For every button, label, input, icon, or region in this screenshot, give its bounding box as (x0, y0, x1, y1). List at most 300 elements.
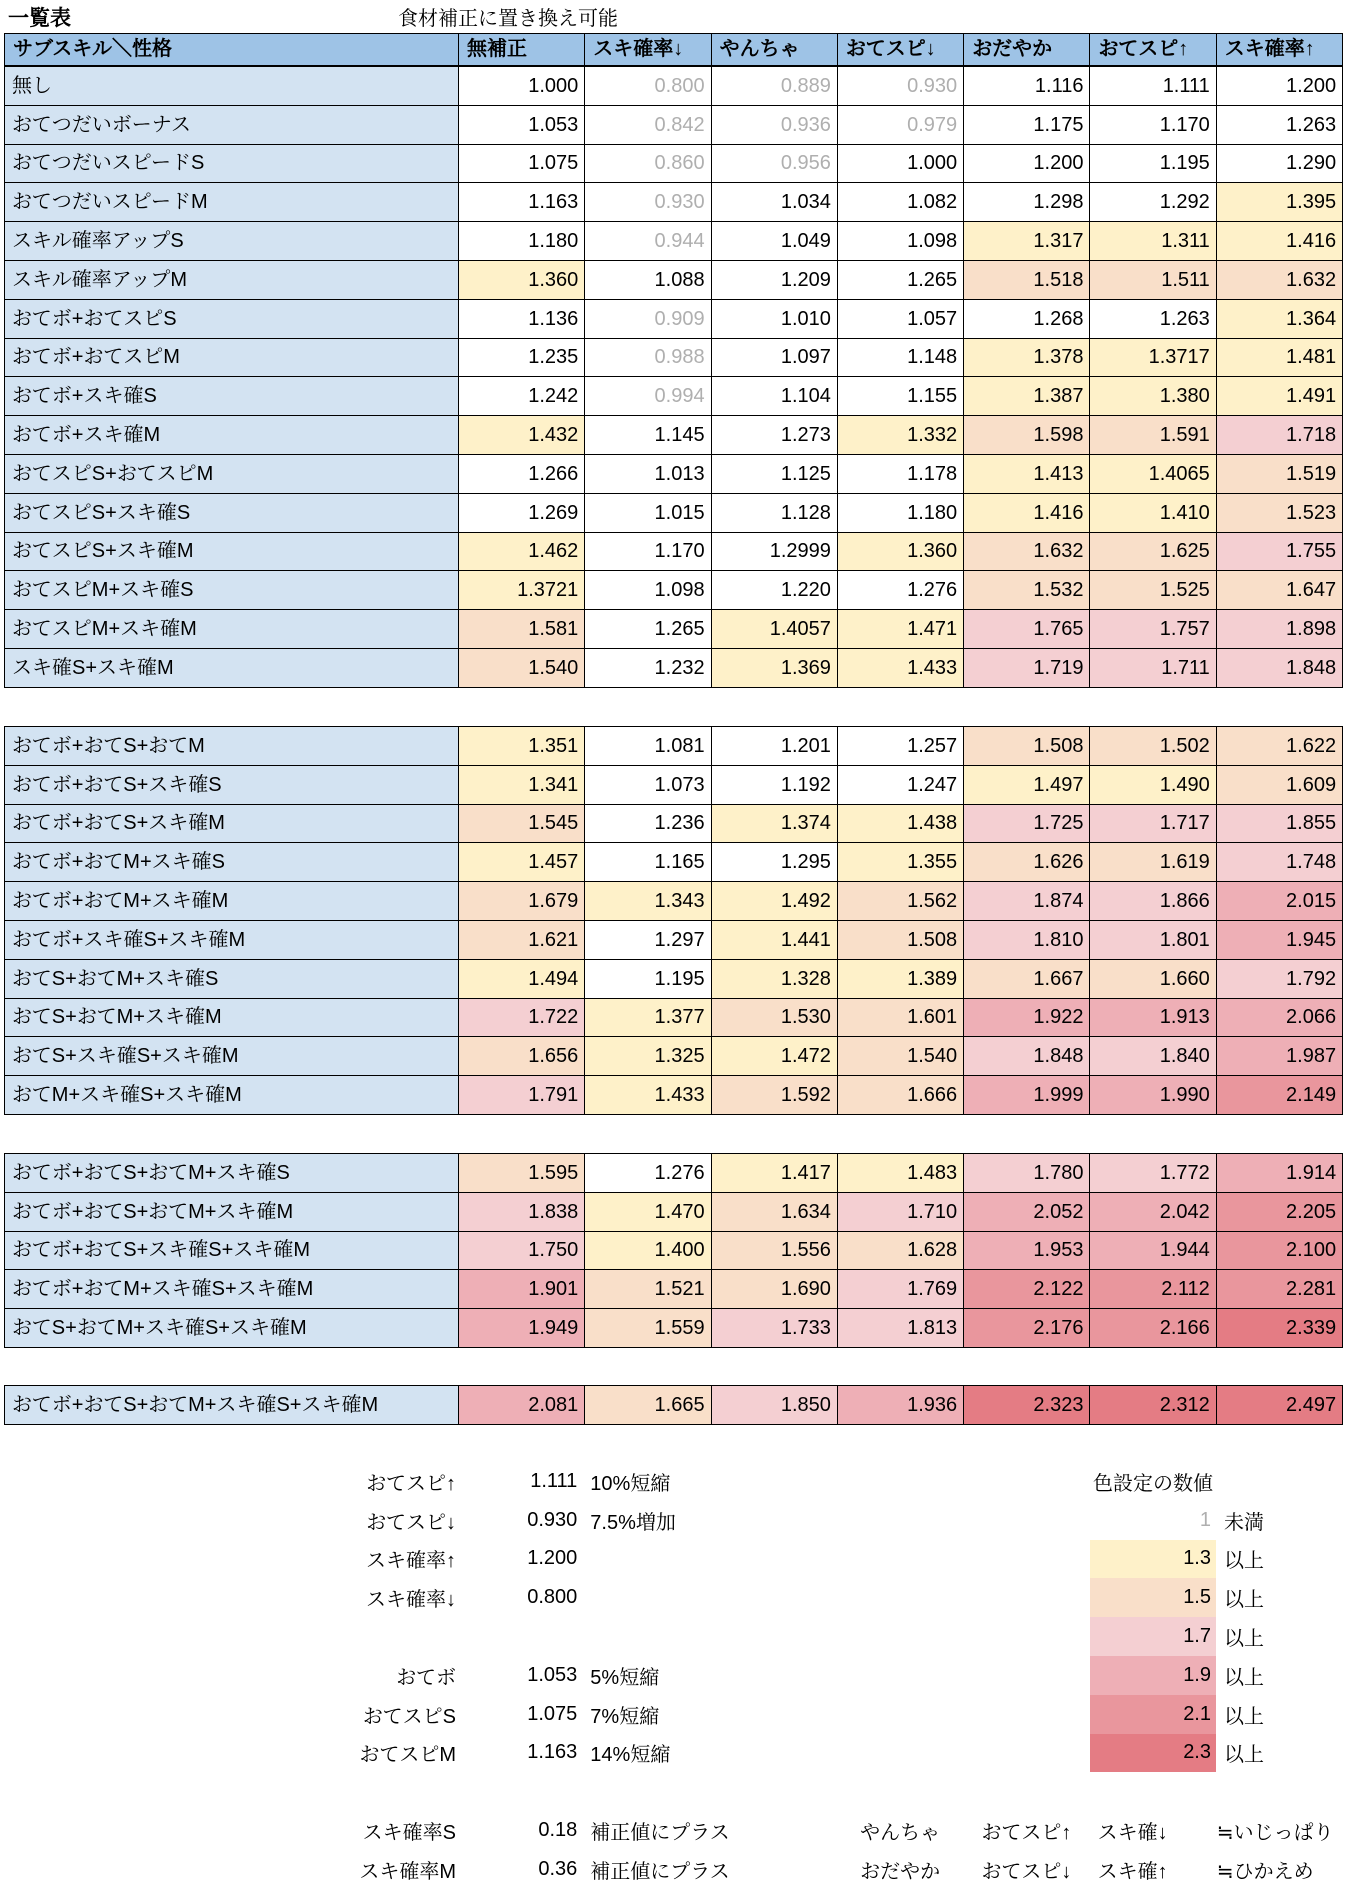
row-label[interactable]: おてつだいスピードS (5, 145, 459, 184)
value-cell[interactable]: 1.987 (1217, 1037, 1343, 1076)
value-cell[interactable]: 1.416 (1217, 222, 1343, 261)
value-cell[interactable]: 1.098 (585, 571, 711, 610)
value-cell[interactable]: 1.148 (838, 339, 964, 378)
multiplier-label[interactable]: おてスピ↓ (366, 1511, 456, 1534)
multiplier-desc[interactable]: 14%短縮 (590, 1744, 671, 1767)
value-cell[interactable]: 1.656 (459, 1037, 585, 1076)
value-cell[interactable]: 1.4057 (712, 610, 838, 649)
value-cell[interactable]: 1.457 (459, 843, 585, 882)
value-cell[interactable]: 1.679 (459, 882, 585, 921)
value-cell[interactable]: 1.178 (838, 455, 964, 494)
row-label[interactable]: おてボ+スキ確S+スキ確M (5, 921, 459, 960)
value-cell[interactable]: 1.625 (1090, 533, 1216, 572)
col-header[interactable]: スキ確率↑ (1217, 34, 1343, 66)
value-cell[interactable]: 1.874 (964, 882, 1090, 921)
value-cell[interactable]: 1.400 (585, 1232, 711, 1271)
value-cell[interactable]: 2.042 (1090, 1193, 1216, 1232)
multiplier-value[interactable]: 1.075 (527, 1702, 578, 1725)
value-cell[interactable]: 1.232 (585, 649, 711, 688)
value-cell[interactable]: 1.848 (964, 1037, 1090, 1076)
value-cell[interactable]: 2.312 (1090, 1386, 1216, 1425)
value-cell[interactable]: 1.595 (459, 1154, 585, 1193)
value-cell[interactable]: 1.265 (838, 261, 964, 300)
value-cell[interactable]: 1.3721 (459, 571, 585, 610)
value-cell[interactable]: 1.502 (1090, 727, 1216, 766)
value-cell[interactable]: 1.201 (712, 727, 838, 766)
value-cell[interactable]: 1.848 (1217, 649, 1343, 688)
value-cell[interactable]: 1.013 (585, 455, 711, 494)
value-cell[interactable]: 1.053 (459, 106, 585, 145)
value-cell[interactable]: 1.128 (712, 494, 838, 533)
value-cell[interactable]: 1.273 (712, 416, 838, 455)
value-cell[interactable]: 0.889 (712, 67, 838, 106)
value-cell[interactable]: 2.122 (964, 1270, 1090, 1309)
value-cell[interactable]: 1.265 (585, 610, 711, 649)
value-cell[interactable]: 1.722 (459, 999, 585, 1038)
value-cell[interactable]: 1.015 (585, 494, 711, 533)
value-cell[interactable]: 1.155 (838, 377, 964, 416)
value-cell[interactable]: 1.374 (712, 805, 838, 844)
value-cell[interactable]: 1.866 (1090, 882, 1216, 921)
row-label[interactable]: おてスピS+スキ確S (5, 494, 459, 533)
value-cell[interactable]: 1.416 (964, 494, 1090, 533)
multiplier-value[interactable]: 0.36 (538, 1857, 578, 1880)
row-label[interactable]: おてスピS+スキ確M (5, 533, 459, 572)
value-cell[interactable]: 1.125 (712, 455, 838, 494)
row-label[interactable]: おてボ+おてS+スキ確M (5, 805, 459, 844)
page-title[interactable]: 一覧表 (8, 6, 71, 30)
value-cell[interactable]: 1.521 (585, 1270, 711, 1309)
value-cell[interactable]: 1.360 (459, 261, 585, 300)
value-cell[interactable]: 1.545 (459, 805, 585, 844)
value-cell[interactable]: 1.432 (459, 416, 585, 455)
value-cell[interactable]: 1.523 (1217, 494, 1343, 533)
row-label[interactable]: おてボ+スキ確M (5, 416, 459, 455)
value-cell[interactable]: 1.690 (712, 1270, 838, 1309)
value-cell[interactable]: 1.195 (1090, 145, 1216, 184)
value-cell[interactable]: 1.195 (585, 960, 711, 999)
value-cell[interactable]: 1.990 (1090, 1076, 1216, 1115)
row-label[interactable]: おてボ+スキ確S (5, 377, 459, 416)
row-label[interactable]: おてスピM+スキ確S (5, 571, 459, 610)
value-cell[interactable]: 1.562 (838, 882, 964, 921)
value-cell[interactable]: 1.200 (964, 145, 1090, 184)
value-cell[interactable]: 1.417 (712, 1154, 838, 1193)
value-cell[interactable]: 1.945 (1217, 921, 1343, 960)
corner-header[interactable]: サブスキル＼性格 (5, 34, 459, 66)
value-cell[interactable]: 1.081 (585, 727, 711, 766)
value-cell[interactable]: 1.666 (838, 1076, 964, 1115)
value-cell[interactable]: 1.328 (712, 960, 838, 999)
multiplier-value[interactable]: 0.930 (527, 1508, 578, 1531)
value-cell[interactable]: 1.268 (964, 300, 1090, 339)
value-cell[interactable]: 1.791 (459, 1076, 585, 1115)
scale-swatch[interactable] (1090, 1540, 1216, 1579)
value-cell[interactable]: 1.855 (1217, 805, 1343, 844)
value-cell[interactable]: 1.769 (838, 1270, 964, 1309)
value-cell[interactable]: 1.010 (712, 300, 838, 339)
value-cell[interactable]: 1.378 (964, 339, 1090, 378)
value-cell[interactable]: 1.540 (459, 649, 585, 688)
value-cell[interactable]: 1.609 (1217, 766, 1343, 805)
value-cell[interactable]: 1.632 (1217, 261, 1343, 300)
row-label[interactable]: おてボ+おてスピS (5, 300, 459, 339)
value-cell[interactable]: 1.380 (1090, 377, 1216, 416)
value-cell[interactable]: 1.953 (964, 1232, 1090, 1271)
multiplier-desc[interactable]: 補正値にプラス (590, 1822, 730, 1845)
value-cell[interactable]: 1.710 (838, 1193, 964, 1232)
value-cell[interactable]: 1.295 (712, 843, 838, 882)
value-cell[interactable]: 1.441 (712, 921, 838, 960)
value-cell[interactable]: 1.667 (964, 960, 1090, 999)
value-cell[interactable]: 1.000 (459, 67, 585, 106)
value-cell[interactable]: 1.325 (585, 1037, 711, 1076)
multiplier-value[interactable]: 1.200 (527, 1547, 578, 1570)
value-cell[interactable]: 0.909 (585, 300, 711, 339)
value-cell[interactable]: 1.511 (1090, 261, 1216, 300)
value-cell[interactable]: 1.438 (838, 805, 964, 844)
value-cell[interactable]: 1.220 (712, 571, 838, 610)
value-cell[interactable]: 1.290 (1217, 145, 1343, 184)
value-cell[interactable]: 2.066 (1217, 999, 1343, 1038)
multiplier-desc[interactable]: 10%短縮 (590, 1472, 671, 1495)
scale-swatch[interactable] (1090, 1501, 1216, 1540)
value-cell[interactable]: 0.930 (585, 183, 711, 222)
value-cell[interactable]: 1.298 (964, 183, 1090, 222)
value-cell[interactable]: 1.073 (585, 766, 711, 805)
value-cell[interactable]: 1.111 (1090, 67, 1216, 106)
value-cell[interactable]: 2.176 (964, 1309, 1090, 1348)
row-label[interactable]: おてボ+おてS+おてM (5, 727, 459, 766)
multiplier-label[interactable]: おてスピM (359, 1744, 456, 1767)
value-cell[interactable]: 1.525 (1090, 571, 1216, 610)
value-cell[interactable]: 2.166 (1090, 1309, 1216, 1348)
value-cell[interactable]: 1.364 (1217, 300, 1343, 339)
value-cell[interactable]: 1.530 (712, 999, 838, 1038)
row-label[interactable]: おてスピM+スキ確M (5, 610, 459, 649)
row-label[interactable]: 無し (5, 67, 459, 106)
multiplier-label[interactable]: おてボ (396, 1666, 456, 1689)
multiplier-value[interactable]: 1.163 (527, 1741, 578, 1764)
value-cell[interactable]: 1.292 (1090, 183, 1216, 222)
value-cell[interactable]: 1.519 (1217, 455, 1343, 494)
value-cell[interactable]: 1.922 (964, 999, 1090, 1038)
value-cell[interactable]: 1.481 (1217, 339, 1343, 378)
value-cell[interactable]: 1.098 (838, 222, 964, 261)
multiplier-label[interactable]: スキ確率↑ (366, 1550, 456, 1573)
row-label[interactable]: おてS+おてM+スキ確S+スキ確M (5, 1309, 459, 1348)
value-cell[interactable]: 2.112 (1090, 1270, 1216, 1309)
value-cell[interactable]: 1.944 (1090, 1232, 1216, 1271)
color-legend-title[interactable]: 色設定の数値 (1093, 1472, 1213, 1495)
value-cell[interactable]: 0.930 (838, 67, 964, 106)
row-label[interactable]: おてボ+おてS+おてM+スキ確M (5, 1193, 459, 1232)
multiplier-desc[interactable]: 補正値にプラス (590, 1860, 730, 1883)
value-cell[interactable]: 1.540 (838, 1037, 964, 1076)
value-cell[interactable]: 1.483 (838, 1154, 964, 1193)
value-cell[interactable]: 1.088 (585, 261, 711, 300)
value-cell[interactable]: 1.104 (712, 377, 838, 416)
multiplier-desc[interactable]: 5%短縮 (590, 1666, 660, 1689)
value-cell[interactable]: 1.901 (459, 1270, 585, 1309)
value-cell[interactable]: 1.395 (1217, 183, 1343, 222)
scale-swatch[interactable] (1090, 1617, 1216, 1656)
value-cell[interactable]: 1.840 (1090, 1037, 1216, 1076)
value-cell[interactable]: 1.780 (964, 1154, 1090, 1193)
value-cell[interactable]: 1.034 (712, 183, 838, 222)
row-label[interactable]: おてボ+おてS+おてM+スキ確S (5, 1154, 459, 1193)
value-cell[interactable]: 1.462 (459, 533, 585, 572)
multiplier-value[interactable]: 0.18 (538, 1819, 578, 1842)
multiplier-value[interactable]: 0.800 (527, 1586, 578, 1609)
value-cell[interactable]: 1.057 (838, 300, 964, 339)
col-header[interactable]: おてスピ↓ (838, 34, 964, 66)
col-header[interactable]: おてスピ↑ (1090, 34, 1216, 66)
value-cell[interactable]: 1.413 (964, 455, 1090, 494)
row-label[interactable]: おてボ+おてM+スキ確S (5, 843, 459, 882)
value-cell[interactable]: 1.626 (964, 843, 1090, 882)
value-cell[interactable]: 1.410 (1090, 494, 1216, 533)
value-cell[interactable]: 1.297 (585, 921, 711, 960)
value-cell[interactable]: 1.619 (1090, 843, 1216, 882)
value-cell[interactable]: 2.323 (964, 1386, 1090, 1425)
scale-swatch[interactable] (1090, 1656, 1216, 1695)
row-label[interactable]: おてS+おてM+スキ確S (5, 960, 459, 999)
value-cell[interactable]: 1.508 (838, 921, 964, 960)
value-cell[interactable]: 1.180 (459, 222, 585, 261)
value-cell[interactable]: 1.276 (585, 1154, 711, 1193)
value-cell[interactable]: 1.236 (585, 805, 711, 844)
multiplier-desc[interactable]: 7.5%増加 (590, 1511, 676, 1534)
multiplier-value[interactable]: 1.111 (530, 1469, 578, 1492)
value-cell[interactable]: 0.800 (585, 67, 711, 106)
value-cell[interactable]: 1.192 (712, 766, 838, 805)
value-cell[interactable]: 1.341 (459, 766, 585, 805)
value-cell[interactable]: 1.792 (1217, 960, 1343, 999)
value-cell[interactable]: 1.949 (459, 1309, 585, 1348)
col-header[interactable]: スキ確率↓ (585, 34, 711, 66)
value-cell[interactable]: 1.559 (585, 1309, 711, 1348)
value-cell[interactable]: 1.647 (1217, 571, 1343, 610)
row-label[interactable]: おてボ+おてS+スキ確S+スキ確M (5, 1232, 459, 1271)
top-note[interactable]: 食材補正に置き換え可能 (398, 8, 618, 30)
value-cell[interactable]: 1.622 (1217, 727, 1343, 766)
value-cell[interactable]: 1.343 (585, 882, 711, 921)
value-cell[interactable]: 1.317 (964, 222, 1090, 261)
scale-swatch[interactable] (1090, 1578, 1216, 1617)
value-cell[interactable]: 1.601 (838, 999, 964, 1038)
value-cell[interactable]: 1.049 (712, 222, 838, 261)
value-cell[interactable]: 1.772 (1090, 1154, 1216, 1193)
value-cell[interactable]: 1.200 (1217, 67, 1343, 106)
value-cell[interactable]: 2.205 (1217, 1193, 1343, 1232)
value-cell[interactable]: 1.170 (585, 533, 711, 572)
value-cell[interactable]: 1.718 (1217, 416, 1343, 455)
row-label[interactable]: おてボ+おてスピM (5, 339, 459, 378)
value-cell[interactable]: 1.581 (459, 610, 585, 649)
row-label[interactable]: おてS+スキ確S+スキ確M (5, 1037, 459, 1076)
value-cell[interactable]: 1.508 (964, 727, 1090, 766)
value-cell[interactable]: 1.492 (712, 882, 838, 921)
value-cell[interactable]: 2.497 (1217, 1386, 1343, 1425)
value-cell[interactable]: 1.711 (1090, 649, 1216, 688)
value-cell[interactable]: 2.052 (964, 1193, 1090, 1232)
value-cell[interactable]: 1.490 (1090, 766, 1216, 805)
value-cell[interactable]: 0.842 (585, 106, 711, 145)
value-cell[interactable]: 1.355 (838, 843, 964, 882)
value-cell[interactable]: 0.860 (585, 145, 711, 184)
col-header[interactable]: 無補正 (459, 34, 585, 66)
value-cell[interactable]: 1.165 (585, 843, 711, 882)
value-cell[interactable]: 1.332 (838, 416, 964, 455)
value-cell[interactable]: 1.801 (1090, 921, 1216, 960)
row-label[interactable]: おてボ+おてM+スキ確M (5, 882, 459, 921)
value-cell[interactable]: 1.755 (1217, 533, 1343, 572)
value-cell[interactable]: 1.257 (838, 727, 964, 766)
row-label[interactable]: おてスピS+おてスピM (5, 455, 459, 494)
value-cell[interactable]: 1.116 (964, 67, 1090, 106)
value-cell[interactable]: 1.632 (964, 533, 1090, 572)
value-cell[interactable]: 1.719 (964, 649, 1090, 688)
value-cell[interactable]: 1.311 (1090, 222, 1216, 261)
value-cell[interactable]: 1.170 (1090, 106, 1216, 145)
row-label[interactable]: スキル確率アップM (5, 261, 459, 300)
row-label[interactable]: おてボ+おてS+スキ確S (5, 766, 459, 805)
value-cell[interactable]: 1.660 (1090, 960, 1216, 999)
value-cell[interactable]: 1.757 (1090, 610, 1216, 649)
multiplier-value[interactable]: 1.053 (527, 1663, 578, 1686)
value-cell[interactable]: 1.175 (964, 106, 1090, 145)
value-cell[interactable]: 1.725 (964, 805, 1090, 844)
row-label[interactable]: おてつだいボーナス (5, 106, 459, 145)
value-cell[interactable]: 1.491 (1217, 377, 1343, 416)
value-cell[interactable]: 1.497 (964, 766, 1090, 805)
value-cell[interactable]: 1.765 (964, 610, 1090, 649)
multiplier-label[interactable]: おてスピ↑ (366, 1472, 456, 1495)
multiplier-desc[interactable]: 7%短縮 (590, 1705, 660, 1728)
value-cell[interactable]: 1.075 (459, 145, 585, 184)
row-label[interactable]: スキル確率アップS (5, 222, 459, 261)
value-cell[interactable]: 1.598 (964, 416, 1090, 455)
value-cell[interactable]: 1.838 (459, 1193, 585, 1232)
value-cell[interactable]: 1.097 (712, 339, 838, 378)
value-cell[interactable]: 1.263 (1217, 106, 1343, 145)
value-cell[interactable]: 1.518 (964, 261, 1090, 300)
value-cell[interactable]: 1.369 (712, 649, 838, 688)
value-cell[interactable]: 1.163 (459, 183, 585, 222)
value-cell[interactable]: 1.433 (585, 1076, 711, 1115)
value-cell[interactable]: 1.748 (1217, 843, 1343, 882)
value-cell[interactable]: 0.936 (712, 106, 838, 145)
value-cell[interactable]: 2.100 (1217, 1232, 1343, 1271)
value-cell[interactable]: 1.532 (964, 571, 1090, 610)
value-cell[interactable]: 0.994 (585, 377, 711, 416)
value-cell[interactable]: 1.914 (1217, 1154, 1343, 1193)
multiplier-label[interactable]: スキ確率↓ (366, 1589, 456, 1612)
value-cell[interactable]: 2.281 (1217, 1270, 1343, 1309)
value-cell[interactable]: 1.082 (838, 183, 964, 222)
value-cell[interactable]: 1.2999 (712, 533, 838, 572)
value-cell[interactable]: 1.389 (838, 960, 964, 999)
value-cell[interactable]: 1.592 (712, 1076, 838, 1115)
value-cell[interactable]: 1.209 (712, 261, 838, 300)
value-cell[interactable]: 0.988 (585, 339, 711, 378)
scale-swatch[interactable] (1090, 1695, 1216, 1734)
value-cell[interactable]: 1.634 (712, 1193, 838, 1232)
value-cell[interactable]: 1.387 (964, 377, 1090, 416)
value-cell[interactable]: 0.956 (712, 145, 838, 184)
value-cell[interactable]: 1.269 (459, 494, 585, 533)
value-cell[interactable]: 1.936 (838, 1386, 964, 1425)
scale-swatch[interactable] (1090, 1734, 1216, 1773)
value-cell[interactable]: 1.351 (459, 727, 585, 766)
value-cell[interactable]: 1.750 (459, 1232, 585, 1271)
value-cell[interactable]: 1.433 (838, 649, 964, 688)
multiplier-label[interactable]: おてスピS (362, 1705, 456, 1728)
value-cell[interactable]: 1.913 (1090, 999, 1216, 1038)
value-cell[interactable]: 1.360 (838, 533, 964, 572)
col-header[interactable]: おだやか (964, 34, 1090, 66)
value-cell[interactable]: 1.999 (964, 1076, 1090, 1115)
value-cell[interactable]: 1.591 (1090, 416, 1216, 455)
value-cell[interactable]: 1.266 (459, 455, 585, 494)
value-cell[interactable]: 1.276 (838, 571, 964, 610)
value-cell[interactable]: 1.850 (712, 1386, 838, 1425)
value-cell[interactable]: 1.263 (1090, 300, 1216, 339)
value-cell[interactable]: 1.717 (1090, 805, 1216, 844)
row-label[interactable]: スキ確S+スキ確M (5, 649, 459, 688)
value-cell[interactable]: 0.944 (585, 222, 711, 261)
value-cell[interactable]: 1.3717 (1090, 339, 1216, 378)
value-cell[interactable]: 1.810 (964, 921, 1090, 960)
value-cell[interactable]: 1.471 (838, 610, 964, 649)
value-cell[interactable]: 1.145 (585, 416, 711, 455)
value-cell[interactable]: 1.180 (838, 494, 964, 533)
value-cell[interactable]: 2.149 (1217, 1076, 1343, 1115)
value-cell[interactable]: 2.339 (1217, 1309, 1343, 1348)
col-header[interactable]: やんちゃ (712, 34, 838, 66)
value-cell[interactable]: 0.979 (838, 106, 964, 145)
row-label[interactable]: おてボ+おてM+スキ確S+スキ確M (5, 1270, 459, 1309)
multiplier-label[interactable]: スキ確率M (359, 1860, 456, 1883)
value-cell[interactable]: 1.235 (459, 339, 585, 378)
value-cell[interactable]: 2.081 (459, 1386, 585, 1425)
row-label[interactable]: おてS+おてM+スキ確M (5, 999, 459, 1038)
value-cell[interactable]: 1.733 (712, 1309, 838, 1348)
value-cell[interactable]: 1.665 (585, 1386, 711, 1425)
row-label[interactable]: おてM+スキ確S+スキ確M (5, 1076, 459, 1115)
value-cell[interactable]: 1.377 (585, 999, 711, 1038)
scale-value: 2.1 (1183, 1702, 1211, 1725)
value-cell[interactable]: 1.4065 (1090, 455, 1216, 494)
row-label[interactable]: おてボ+おてS+おてM+スキ確S+スキ確M (5, 1386, 459, 1425)
value-cell[interactable]: 1.556 (712, 1232, 838, 1271)
multiplier-label[interactable]: スキ確率S (362, 1822, 456, 1845)
value-cell[interactable]: 1.470 (585, 1193, 711, 1232)
value-cell[interactable]: 1.813 (838, 1309, 964, 1348)
value-cell[interactable]: 1.247 (838, 766, 964, 805)
row-label[interactable]: おてつだいスピードM (5, 183, 459, 222)
value-cell[interactable]: 1.494 (459, 960, 585, 999)
value-cell[interactable]: 1.472 (712, 1037, 838, 1076)
value-cell[interactable]: 1.628 (838, 1232, 964, 1271)
value-cell[interactable]: 1.000 (838, 145, 964, 184)
value-cell[interactable]: 1.898 (1217, 610, 1343, 649)
value-cell[interactable]: 1.242 (459, 377, 585, 416)
value-cell[interactable]: 1.136 (459, 300, 585, 339)
value-cell[interactable]: 1.621 (459, 921, 585, 960)
value-cell[interactable]: 2.015 (1217, 882, 1343, 921)
